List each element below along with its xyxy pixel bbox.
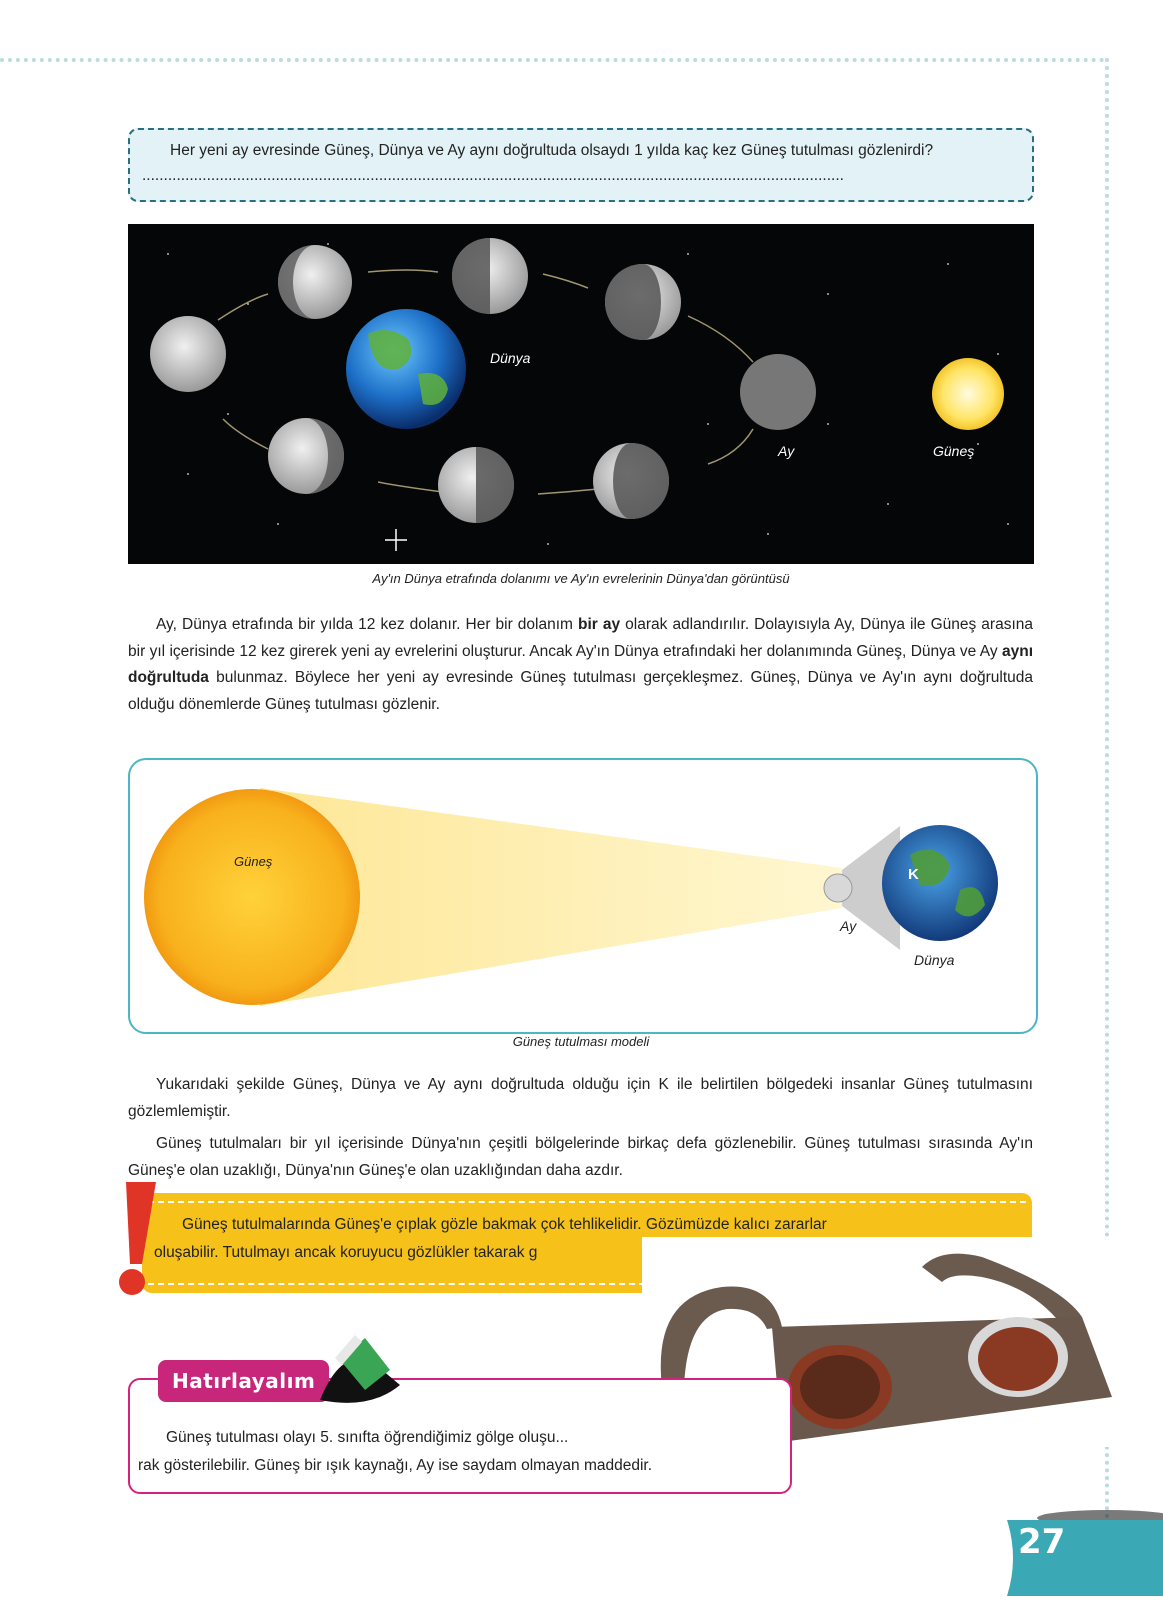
question-text: Her yeni ay evresinde Güneş, Dünya ve Ay aynı doğrultuda olsaydı 1 yılda kaç kez Güneş tutulması gözlenirdi? ................................................................................................................................................................... bbox=[142, 142, 934, 184]
remember-tag: Hatırlayalım bbox=[158, 1360, 329, 1402]
label-moon: Ay bbox=[778, 443, 795, 459]
moon-phases-illustration bbox=[128, 224, 1034, 564]
paragraph-1-part3: bulunmaz. Böylece her yeni ay evresinde Güneş tutulması gerçekleşmez. Güneş, Dünya ve Ay'ın aynı doğrultuda olduğu dönemlerde Güneş tutulması gözlenir. bbox=[128, 669, 1033, 713]
remember-line-1: Güneş tutulması olayı 5. sınıfta öğrendiğimiz gölge oluşu... bbox=[166, 1429, 569, 1446]
question-box bbox=[128, 128, 1034, 202]
page-border-right bbox=[1105, 58, 1109, 1238]
label-earth: Dünya bbox=[490, 350, 531, 366]
paragraph-1-part2: olarak adlandırılır. Dolayısıyla Ay, Dünya ile Güneş arasına bir yıl içerisinde 12 kez girerek yeni ay evrelerini oluşturur. Ancak Ay'ın Dünya etrafındaki her dolanımında Güneş, Dünya ve Ay bbox=[128, 616, 1034, 660]
page-border-top bbox=[0, 58, 1105, 62]
phases-caption: Ay'ın Dünya etrafında dolanımı ve Ay'ın evrelerinin Dünya'dan görüntüsü bbox=[372, 571, 790, 586]
remember-text bbox=[138, 1424, 778, 1480]
eclipse-caption: Güneş tutulması modeli bbox=[512, 1034, 650, 1049]
paragraph-2: Yukarıdaki şekilde Güneş, Dünya ve Ay aynı doğrultuda olduğu için K ile belirtilen bölgedeki insanlar Güneş tutulmasını gözlemlemiştir. bbox=[128, 1076, 1033, 1120]
eclipse-label-earth: Dünya bbox=[914, 952, 955, 968]
paragraph-1 bbox=[128, 612, 1033, 718]
paragraph-1-part1: Ay, Dünya etrafında bir yılda 12 kez dolanır. Her bir dolanım bbox=[156, 616, 579, 633]
eclipse-label-sun: Güneş bbox=[234, 854, 273, 869]
remember-line-2: rak gösterilebilir. Güneş bir ışık kaynağı, Ay ise saydam olmayan maddedir. bbox=[138, 1457, 653, 1474]
page-border-right-lower bbox=[1105, 1438, 1109, 1518]
warning-line-2: oluşabilir. Tutulmayı ancak koruyucu gözlükler takarak g bbox=[154, 1244, 538, 1261]
paragraph-3: Güneş tutulmaları bir yıl içerisinde Dünya'nın çeşitli bölgelerinde birkaç defa gözlenebilir. Güneş tutulması sırasında Ay'ın Güneş'e olan uzaklığı, Dünya'nın Güneş'e olan uzaklığından daha azdır. bbox=[128, 1135, 1033, 1179]
moon-phases-figure bbox=[128, 224, 1034, 564]
page-number: 27 bbox=[1018, 1522, 1066, 1562]
eclipse-label-moon: Ay bbox=[840, 918, 857, 934]
eclipse-figure bbox=[128, 758, 1038, 1034]
notebook-icon bbox=[310, 1330, 410, 1410]
eclipse-label-k: K bbox=[908, 866, 919, 883]
paragraph-1-bold2: aynı doğrultuda bbox=[128, 642, 1033, 686]
paragraph-1-bold1: bir ay bbox=[578, 616, 621, 633]
eclipse-illustration bbox=[130, 760, 1036, 1032]
exclamation-icon bbox=[112, 1178, 162, 1298]
label-sun: Güneş bbox=[933, 443, 975, 459]
warning-line-1: Güneş tutulmalarında Güneş'e çıplak gözle bakmak çok tehlikelidir. Gözümüzde kalıcı zararlar bbox=[182, 1216, 827, 1233]
